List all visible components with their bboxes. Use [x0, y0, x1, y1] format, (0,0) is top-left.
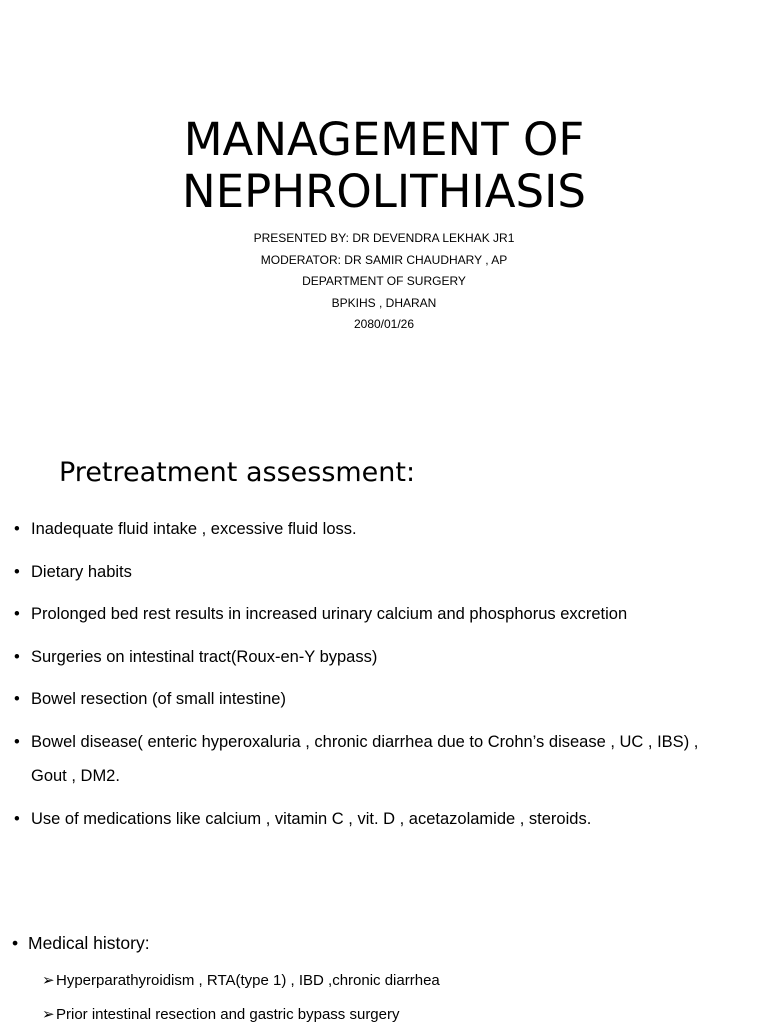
sub-list-item-text: Hyperparathyroidism , RTA(type 1) , IBD ,chronic diarrhea: [56, 972, 440, 989]
bullet-icon: •: [14, 563, 20, 581]
section-heading: Pretreatment assessment:: [59, 457, 416, 488]
bullet-icon: •: [12, 933, 19, 953]
sub-list-item: [42, 964, 440, 998]
list-item-text: Use of medications like calcium , vitamin C , vit. D , acetazolamide , steroids.: [31, 810, 592, 828]
bullet-icon: •: [14, 690, 20, 708]
medical-history-label: Medical history:: [28, 933, 150, 953]
bullet-icon: •: [14, 810, 20, 828]
department-line: DEPARTMENT OF SURGERY: [302, 274, 466, 288]
list-item-text: Inadequate fluid intake , excessive fluid loss.: [31, 520, 357, 538]
arrow-bullet-icon: ➢: [42, 972, 55, 989]
sub-list-item-text: Prior intestinal resection and gastric bypass surgery: [56, 1006, 400, 1023]
bullet-icon: •: [14, 605, 20, 623]
title-line-1: MANAGEMENT OF: [183, 113, 585, 166]
institution-line: BPKIHS , DHARAN: [331, 295, 437, 310]
arrow-bullet-icon: ➢: [42, 1006, 55, 1023]
list-item-text: Bowel disease( enteric hyperoxaluria , chronic diarrhea due to Crohn’s disease , UC , IBS) ,: [31, 733, 699, 751]
bullet-icon: •: [14, 648, 20, 666]
bullet-icon: •: [14, 520, 20, 538]
sub-list-item: [42, 998, 400, 1032]
slide-title: [0, 114, 768, 218]
presenter-info: [0, 228, 768, 336]
list-item-text: Bowel resection (of small intestine): [31, 690, 286, 708]
moderator-line: MODERATOR: DR SAMIR CHAUDHARY , AP: [260, 252, 508, 267]
title-line-2: NEPHROLITHIASIS: [182, 165, 586, 218]
date-line: 2080/01/26: [353, 317, 415, 331]
bullet-icon: •: [14, 733, 20, 751]
list-item-text: Dietary habits: [31, 563, 132, 581]
list-item-text: Surgeries on intestinal tract(Roux-en-Y bypass): [31, 648, 378, 666]
list-item-text: Prolonged bed rest results in increased urinary calcium and phosphorus excretion: [31, 605, 628, 623]
list-item-text: Gout , DM2.: [31, 767, 120, 785]
presenter-line: PRESENTED BY: DR DEVENDRA LEKHAK JR1: [253, 231, 515, 245]
